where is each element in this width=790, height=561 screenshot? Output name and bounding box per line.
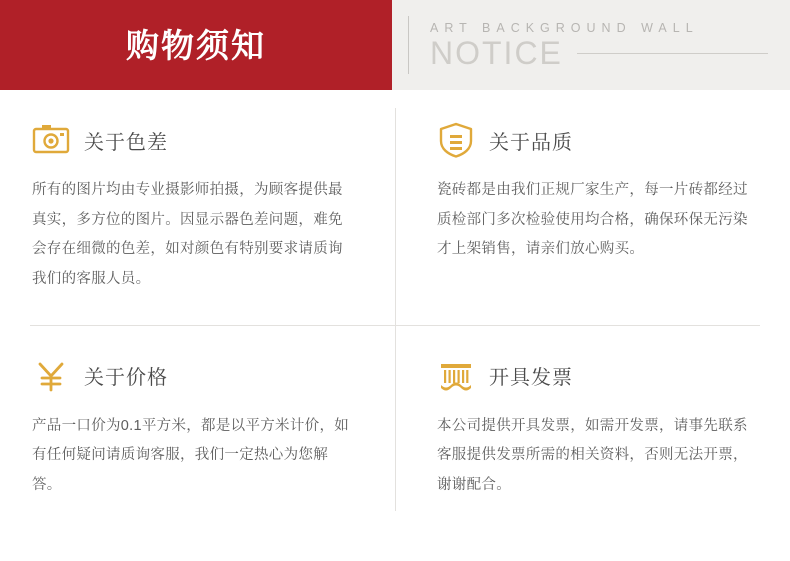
notice-body: 所有的图片均由专业摄影师拍摄，为顾客提供最真实，多方位的图片。因显示器色差问题，难免会存在细微的色差，如对颜色有特别要求请质询我们的客服人员。 <box>32 182 343 288</box>
notice-title: 关于价格 <box>84 367 168 389</box>
header-rule <box>577 53 768 54</box>
notice-block-color <box>0 90 395 326</box>
camera-icon <box>32 121 70 159</box>
notice-block-invoice <box>395 326 790 561</box>
yen-price-icon <box>32 357 70 395</box>
grid-horizontal-divider <box>30 325 760 326</box>
notice-block-header <box>437 118 748 162</box>
page-title: 购物须知 <box>126 26 266 64</box>
notice-title: 关于色差 <box>84 131 168 154</box>
notice-block-quality <box>395 90 790 326</box>
header-title-en-row <box>430 37 790 69</box>
notice-body: 本公司提供开具发票，如需开发票，请事先联系客服提供发票所需的相关资料，否则无法开票，谢谢配合。 <box>437 417 748 493</box>
header-title-en: NOTICE <box>430 35 563 71</box>
notice-body: 产品一口价为0.1平方米，都是以平方米计价，如有任何疑问请质询客服，我们一定热心为您解答。 <box>32 417 350 493</box>
invoice-icon <box>437 357 475 395</box>
notice-block-header <box>32 118 353 162</box>
header-subtitle-en: ART BACKGROUND WALL <box>430 21 699 35</box>
notice-body: 瓷砖都是由我们正规厂家生产，每一片砖都经过质检部门多次检验使用均合格，确保环保无污染才上架销售，请亲们放心购买。 <box>437 182 748 258</box>
shield-icon <box>437 121 475 159</box>
notice-grid <box>0 90 790 561</box>
notice-title: 关于品质 <box>489 131 573 154</box>
header-red-block <box>0 0 392 90</box>
page-header <box>0 0 790 90</box>
notice-block-header <box>32 354 353 398</box>
grid-vertical-divider <box>395 108 396 511</box>
notice-block-header <box>437 354 748 398</box>
notice-title: 开具发票 <box>489 367 573 389</box>
header-divider <box>408 16 409 74</box>
notice-block-price <box>0 326 395 561</box>
header-english-block <box>392 0 790 90</box>
